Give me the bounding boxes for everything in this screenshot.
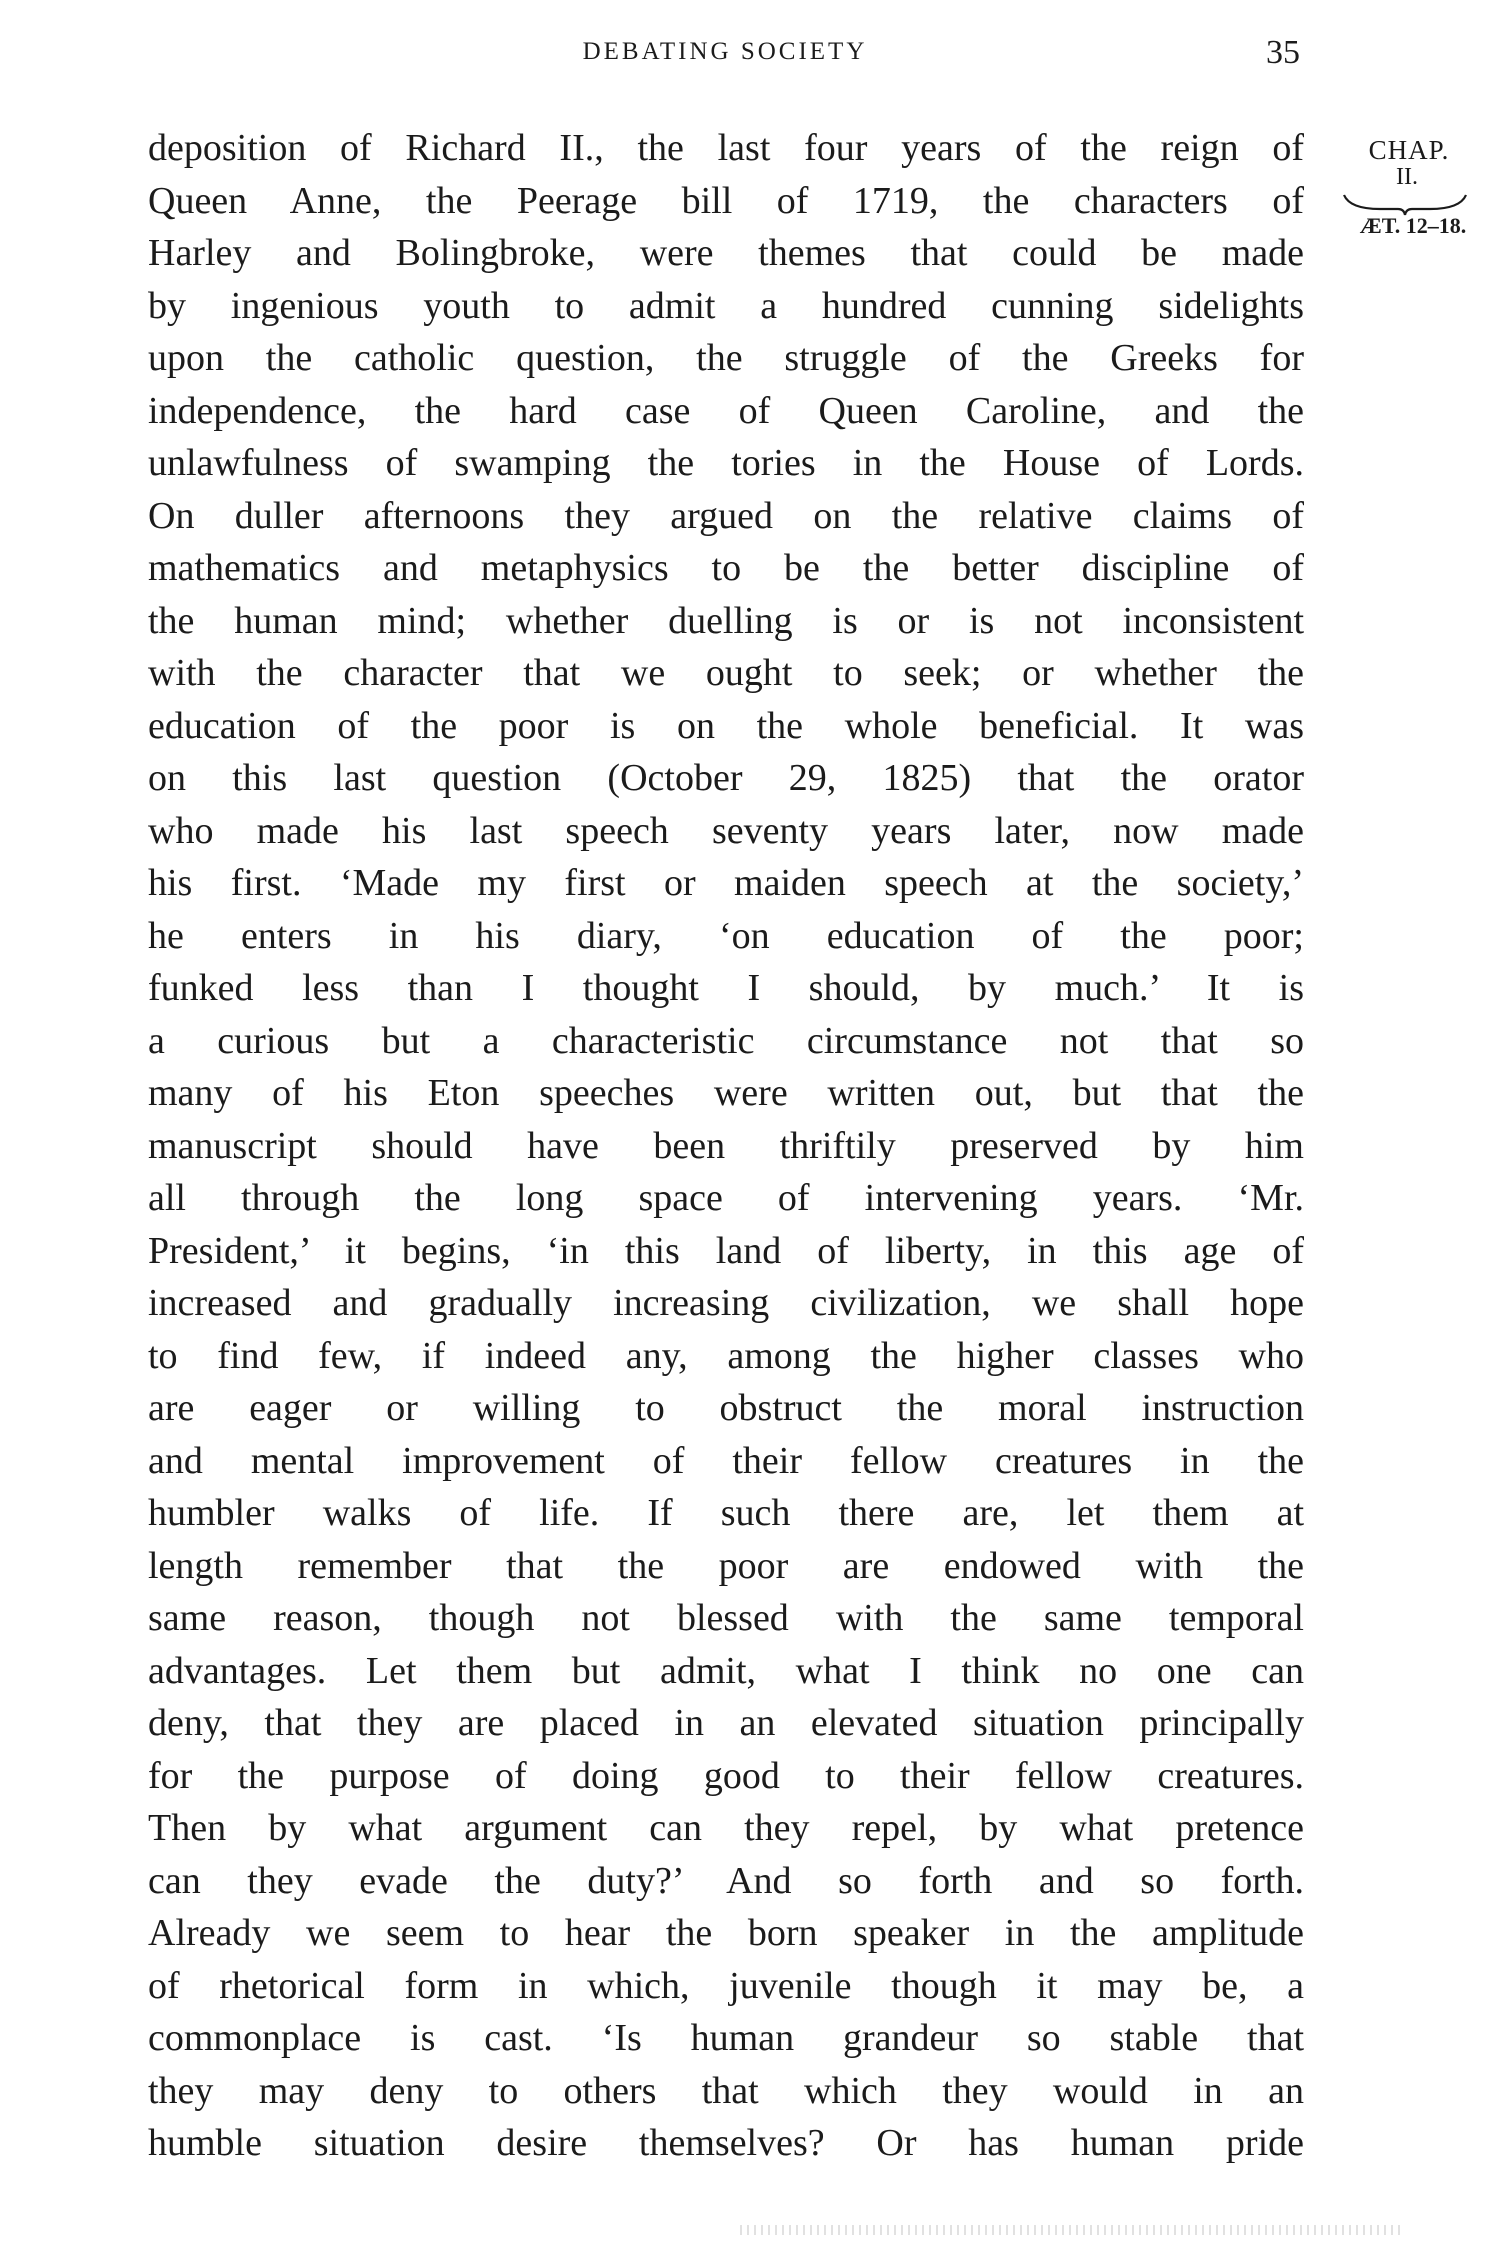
text-line: all through the long space of intervening years. ‘Mr. [148, 1177, 1304, 1219]
running-title: DEBATING SOCIETY [582, 38, 868, 65]
text-line: are eager or willing to obstruct the moral instruction [148, 1387, 1304, 1429]
text-line: they may deny to others that which they would in an [148, 2069, 1304, 2112]
text-line: Already we seem to hear the born speaker in the amplitude [148, 1912, 1304, 1954]
text-line: On duller afternoons they argued on the relative claims of [148, 494, 1304, 537]
margin-age-range: ÆT. 12–18. [1359, 213, 1467, 238]
body-text [148, 122, 1304, 2170]
text-line: deposition of Richard II., the last four years of the reign of [148, 127, 1304, 169]
text-line: independence, the hard case of Queen Caroline, and the [148, 389, 1304, 432]
scan-speckle [740, 2225, 1400, 2235]
text-line: humbler walks of life. If such there are, let them at [148, 1492, 1304, 1534]
text-line: his first. ‘Made my first or maiden speech at the society,’ [148, 862, 1304, 904]
text-line: unlawfulness of swamping the tories in the House of Lords. [148, 442, 1304, 484]
text-line: on this last question (October 29, 1825) that the orator [148, 757, 1304, 799]
text-line: President,’ it begins, ‘in this land of liberty, in this age of [148, 1229, 1304, 1272]
text-line: to find few, if indeed any, among the higher classes who [148, 1334, 1304, 1377]
text-line: who made his last speech seventy years later, now made [148, 809, 1304, 852]
text-line: for the purpose of doing good to their fellow creatures. [148, 1754, 1304, 1797]
margin-note [1325, 135, 1485, 239]
page-number: 35 [1266, 34, 1300, 71]
text-line: of rhetorical form in which, juvenile though it may be, a [148, 1964, 1304, 2007]
text-line: Queen Anne, the Peerage bill of 1719, the characters of [148, 179, 1304, 222]
text-line: and mental improvement of their fellow creatures in the [148, 1439, 1304, 1482]
text-line: length remember that the poor are endowed with the [148, 1544, 1304, 1587]
text-line: can they evade the duty?’ And so forth and so forth. [148, 1859, 1304, 1902]
text-line: many of his Eton speeches were written out, but that the [148, 1072, 1304, 1114]
margin-chapter-label: CHAP. [1368, 135, 1450, 165]
text-line: manuscript should have been thriftily preserved by him [148, 1124, 1304, 1167]
text-line: mathematics and metaphysics to be the better discipline of [148, 547, 1304, 589]
text-line: advantages. Let them but admit, what I think no one can [148, 1649, 1304, 1692]
text-line: education of the poor is on the whole beneficial. It was [148, 704, 1304, 747]
text-line: increased and gradually increasing civilization, we shall hope [148, 1282, 1304, 1324]
text-line: funked less than I thought I should, by much.’ It is [148, 967, 1304, 1009]
text-line: he enters in his diary, ‘on education of the poor; [148, 914, 1304, 957]
text-line: Then by what argument can they repel, by what pretence [148, 1807, 1304, 1849]
text-line: Harley and Bolingbroke, were themes that could be made [148, 232, 1304, 274]
text-line: deny, that they are placed in an elevated situation principally [148, 1702, 1304, 1744]
text-line: commonplace is cast. ‘Is human grandeur so stable that [148, 2017, 1304, 2059]
margin-chapter-number: II. [1396, 164, 1418, 190]
text-line: the human mind; whether duelling is or is not inconsistent [148, 599, 1304, 642]
running-head [150, 34, 1300, 78]
text-line: upon the catholic question, the struggle of the Greeks for [148, 337, 1304, 379]
text-line: with the character that we ought to seek; or whether the [148, 652, 1304, 694]
text-line: a curious but a characteristic circumstance not that so [148, 1019, 1304, 1062]
text-line: by ingenious youth to admit a hundred cunning sidelights [148, 284, 1304, 327]
text-line: humble situation desire themselves? Or has human pride [148, 2122, 1304, 2164]
text-line: same reason, though not blessed with the same temporal [148, 1597, 1304, 1639]
